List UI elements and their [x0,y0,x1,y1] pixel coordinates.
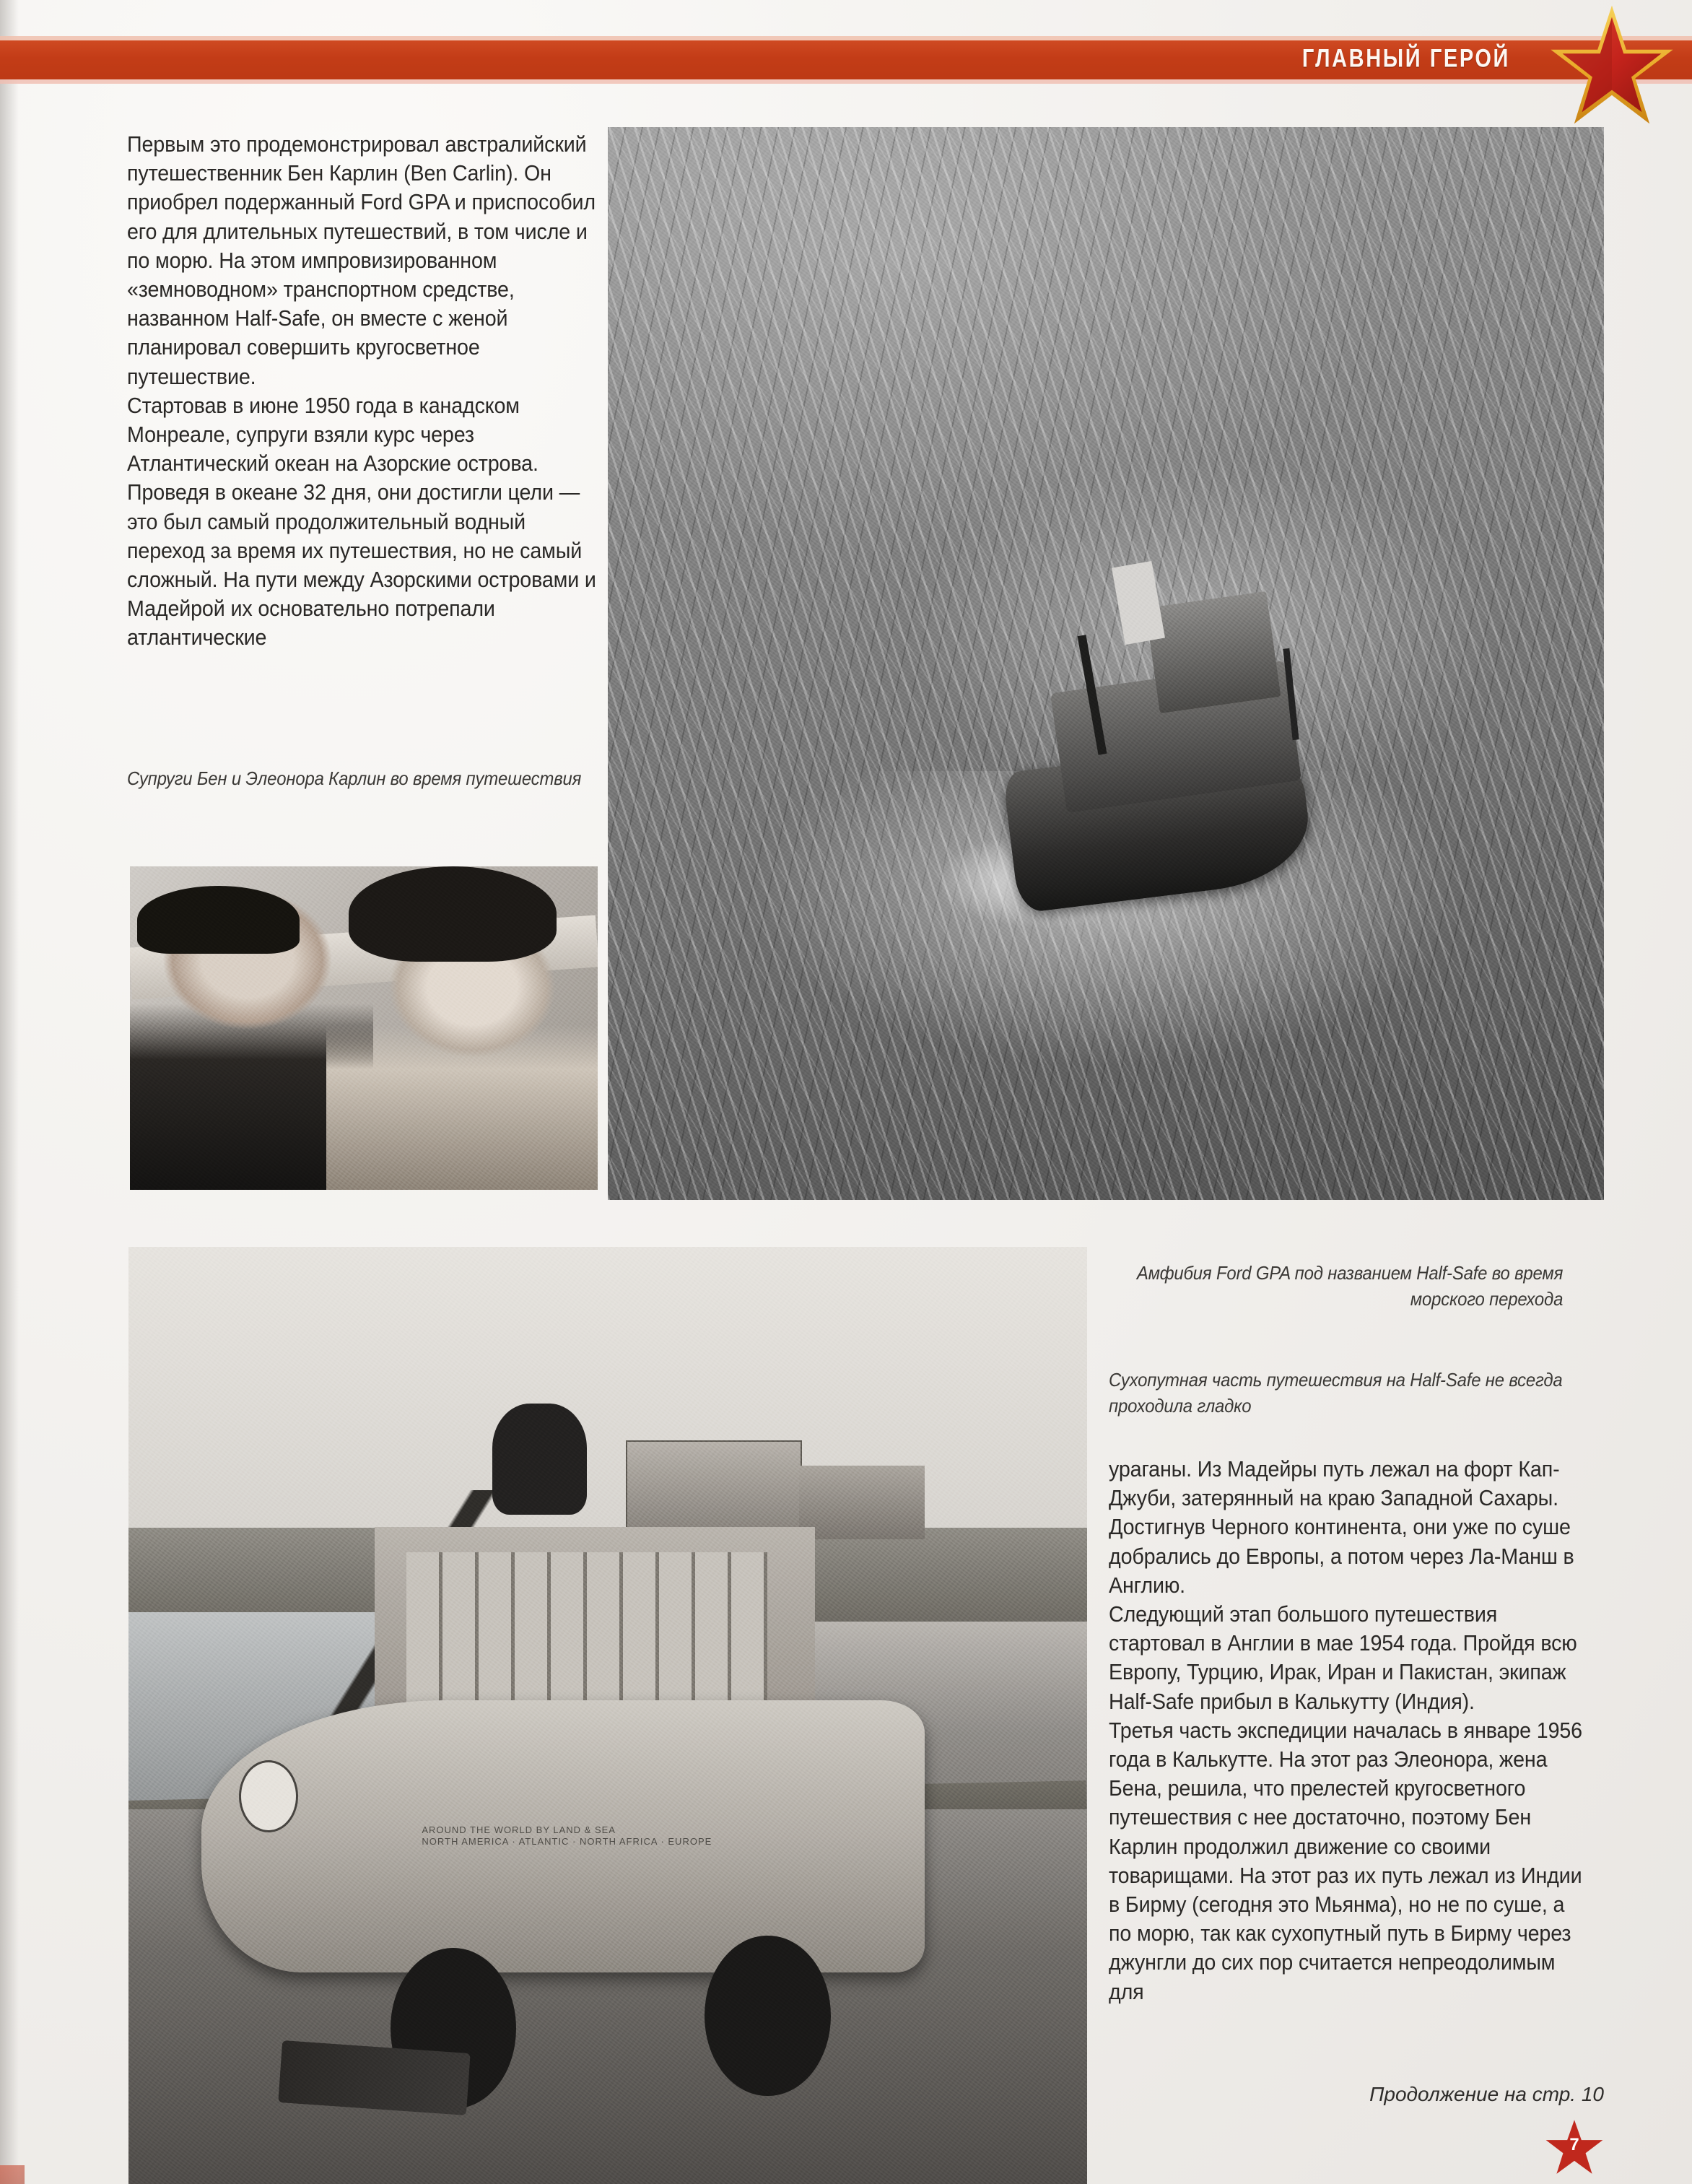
page-number-badge [1543,2118,1605,2177]
right-text-column [1109,1455,1614,2006]
right-paragraph-3: Третья часть экспедиции началась в январе 1956 года в Калькутте. На этот раз Элеонора, жена Бена, решила, что прелестей кругосветного путешествия с нее достаточно, поэтому Бен Карлин продолжил движение со своими товарищами. На этот раз их путь лежал из Индии в Бирму (сегодня это Мьянма), но не по суше, а по морю, так как сухопутный путь в Бирму через джунгли до сих пор считается непреодолимым для [1109,1718,1582,2004]
vehicle-decal-line-2: NORTH AMERICA · ATLANTIC · NORTH AFRICA · EUROPE [422,1835,712,1847]
caption-couple: Супруги Бен и Элеонора Карлин во время путешествия [127,767,582,789]
photo-grain [128,1247,1087,2184]
corner-mark [0,2165,25,2184]
photo-half-safe-on-road [128,1247,1087,2184]
right-paragraph-1: ураганы. Из Мадейры путь лежал на форт Кап-Джуби, затерянный на краю Западной Сахары. Достигнув Черного континента, они уже по суше добрались до Европы, а потом через Ла-Манш в Англию. [1109,1457,1574,1598]
band-bottom-highlight [0,79,1692,84]
caption-sea: Амфибия Ford GPA под названием Half-Safe во время морского перехода [1136,1262,1564,1310]
photo-ben-and-elinore-carlin [130,866,598,1190]
page-number: 7 [1569,2135,1579,2154]
section-title: ГЛАВНЫЙ ГЕРОЙ [1301,45,1510,74]
left-paragraph-1: Первым это продемонстрировал австралийский путешественник Бен Карлин (Ben Carlin). Он приобрел подержанный Ford GPA и приспособил его для длительных путешествий, в том числе и по морю. На этом импровизированном «земноводном» транспортном средстве, названном Half-Safe, он вместе с женой планировал совершить кругосветное путешествие. [127,132,596,389]
caption-road: Сухопутная часть путешествия на Half-Safe не всегда проходила гладко [1109,1369,1563,1417]
left-text-column [127,130,632,653]
red-star-icon [1536,3,1688,133]
left-paragraph-2: Стартовав в июне 1950 года в канадском Монреале, супруги взяли курс через Атлантический океан на Азорские острова. Проведя в океане 32 дня, они достигли цели — это был самый продолжительный водный переход за время их путешествия, но не самый сложный. На пути между Азорскими островами и Мадейрой их основательно потрепали атлантические [127,393,596,651]
continued-note[interactable]: Продолжение на стр. 10 [1369,2083,1604,2105]
right-paragraph-2: Следующий этап большого путешествия стартовал в Англии в мае 1954 года. Пройдя всю Европу, Турцию, Ирак, Иран и Пакистан, экипаж Half-Safe прибыл в Калькутту (Индия). [1109,1602,1577,1714]
photo-grain [130,866,598,1190]
page-edge-shadow [0,0,19,2184]
photo-grain [608,127,1604,1200]
photo-amphibious-craft-at-sea [608,127,1604,1200]
vehicle-decal-line-1: AROUND THE WORLD BY LAND & SEA [422,1824,616,1835]
